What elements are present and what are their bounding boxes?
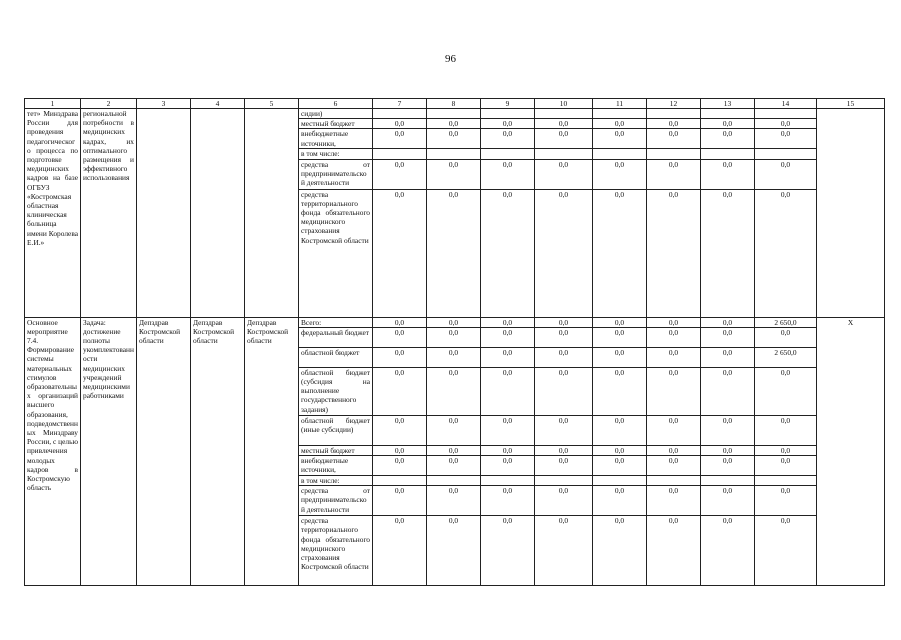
value-cell: 0,0 <box>373 445 427 455</box>
value-cell <box>373 476 427 486</box>
column-header: 10 <box>535 99 593 109</box>
value-cell <box>755 109 817 119</box>
value-cell: 0,0 <box>373 159 427 189</box>
value-cell: 0,0 <box>373 119 427 129</box>
funding-source-label: внебюджетные источники, <box>299 456 373 476</box>
value-cell <box>647 109 701 119</box>
value-cell: 0,0 <box>481 415 535 445</box>
value-cell: 0,0 <box>593 347 647 367</box>
funding-source-label: областной бюджет (субсидия на выполнение государственного задания) <box>299 367 373 415</box>
value-cell <box>593 149 647 159</box>
funding-source-label: сидии) <box>299 109 373 119</box>
value-cell: 0,0 <box>593 317 647 327</box>
funding-source-label: областной бюджет <box>299 347 373 367</box>
executor-cell: Депздрав Костромской области <box>245 317 299 586</box>
value-cell: 0,0 <box>647 129 701 149</box>
value-cell: 0,0 <box>427 486 481 516</box>
value-cell: 0,0 <box>647 516 701 586</box>
value-cell: 0,0 <box>535 486 593 516</box>
value-cell: 0,0 <box>427 119 481 129</box>
column-header: 7 <box>373 99 427 109</box>
value-cell: 0,0 <box>755 159 817 189</box>
value-cell: 0,0 <box>535 456 593 476</box>
value-cell: 0,0 <box>647 317 701 327</box>
value-cell: 0,0 <box>373 347 427 367</box>
value-cell: 0,0 <box>701 347 755 367</box>
value-cell: 0,0 <box>481 347 535 367</box>
value-cell: 0,0 <box>593 189 647 317</box>
activity-name-cell: Основное мероприятие 7.4. Формирование системы материальных стимулов образовательных организаций высшего образования, подведомственных Минздраву России, с целью привлечения молодых кадров в Костромскую область <box>25 317 81 586</box>
value-cell: 0,0 <box>755 129 817 149</box>
value-cell: 0,0 <box>481 317 535 327</box>
value-cell: 0,0 <box>535 317 593 327</box>
task-cell: Задача: достижение полноты укомплектованности медицинских учреждений медицинскими работниками <box>81 317 137 586</box>
value-cell: 0,0 <box>481 159 535 189</box>
value-cell: 0,0 <box>481 367 535 415</box>
funding-source-label: средства от предпринимательской деятельности <box>299 486 373 516</box>
value-cell <box>755 476 817 486</box>
value-cell: 0,0 <box>373 516 427 586</box>
value-cell: 0,0 <box>593 415 647 445</box>
value-cell: 0,0 <box>535 327 593 347</box>
block-main-activity-7-4 <box>25 317 885 586</box>
value-cell: 0,0 <box>535 347 593 367</box>
value-cell: 0,0 <box>755 456 817 476</box>
value-cell: 0,0 <box>373 456 427 476</box>
value-cell: 0,0 <box>427 327 481 347</box>
value-cell <box>535 476 593 486</box>
executor-cell: Депздрав Костромской области <box>191 317 245 586</box>
activity-name-cell: тет» Минздрава России для проведения педагогического процесса по подготовке медицинских кадров на базе ОГБУЗ «Костромская областная клиническая больница имени Королева Е.И.» <box>25 109 81 318</box>
column-header: 9 <box>481 99 535 109</box>
executor-cell <box>245 109 299 318</box>
column-header: 3 <box>137 99 191 109</box>
funding-source-label: федеральный бюджет <box>299 327 373 347</box>
value-cell: 0,0 <box>755 189 817 317</box>
value-cell: 0,0 <box>535 189 593 317</box>
value-cell <box>701 109 755 119</box>
value-cell: 0,0 <box>647 327 701 347</box>
value-cell: 0,0 <box>701 119 755 129</box>
column-header: 15 <box>817 99 885 109</box>
value-cell <box>701 476 755 486</box>
funding-source-label: местный бюджет <box>299 119 373 129</box>
value-cell: 0,0 <box>755 516 817 586</box>
value-cell <box>481 149 535 159</box>
value-cell <box>481 476 535 486</box>
value-cell: 0,0 <box>593 445 647 455</box>
value-cell: 0,0 <box>647 415 701 445</box>
value-cell: 0,0 <box>481 129 535 149</box>
value-cell: 0,0 <box>373 415 427 445</box>
value-cell: 0,0 <box>647 486 701 516</box>
value-cell: 0,0 <box>535 516 593 586</box>
value-cell: 0,0 <box>755 486 817 516</box>
value-cell: 0,0 <box>535 445 593 455</box>
funding-source-label: в том числе: <box>299 476 373 486</box>
funding-source-label: средства территориального фонда обязательного медицинского страхования Костромской области <box>299 516 373 586</box>
value-cell: 0,0 <box>427 347 481 367</box>
value-cell <box>535 109 593 119</box>
funding-source-label: Всего: <box>299 317 373 327</box>
value-cell: 0,0 <box>535 119 593 129</box>
value-cell: 0,0 <box>481 445 535 455</box>
result-cell: Х <box>817 317 885 586</box>
value-cell: 0,0 <box>701 516 755 586</box>
value-cell: 0,0 <box>373 486 427 516</box>
value-cell <box>427 149 481 159</box>
value-cell: 0,0 <box>701 486 755 516</box>
value-cell: 0,0 <box>481 189 535 317</box>
value-cell: 0,0 <box>427 367 481 415</box>
value-cell: 0,0 <box>481 119 535 129</box>
value-cell: 0,0 <box>701 129 755 149</box>
value-cell <box>427 109 481 119</box>
value-cell: 0,0 <box>701 317 755 327</box>
executor-cell: Депздрав Костромской области <box>137 317 191 586</box>
column-header: 1 <box>25 99 81 109</box>
value-cell <box>535 149 593 159</box>
column-header: 11 <box>593 99 647 109</box>
value-cell: 0,0 <box>481 516 535 586</box>
value-cell: 0,0 <box>481 456 535 476</box>
table-row <box>25 317 885 327</box>
value-cell: 0,0 <box>755 415 817 445</box>
value-cell: 0,0 <box>593 516 647 586</box>
executor-cell <box>191 109 245 318</box>
budget-table <box>24 98 885 586</box>
value-cell: 0,0 <box>701 445 755 455</box>
funding-source-label: в том числе: <box>299 149 373 159</box>
value-cell: 0,0 <box>535 159 593 189</box>
value-cell: 0,0 <box>593 129 647 149</box>
value-cell <box>647 149 701 159</box>
value-cell: 0,0 <box>755 327 817 347</box>
value-cell: 0,0 <box>373 367 427 415</box>
column-header: 5 <box>245 99 299 109</box>
value-cell: 0,0 <box>647 189 701 317</box>
value-cell: 0,0 <box>481 486 535 516</box>
value-cell: 0,0 <box>701 327 755 347</box>
executor-cell <box>137 109 191 318</box>
value-cell: 0,0 <box>535 415 593 445</box>
value-cell <box>373 149 427 159</box>
value-cell: 0,0 <box>593 486 647 516</box>
value-cell: 0,0 <box>701 189 755 317</box>
result-cell <box>817 109 885 318</box>
value-cell <box>593 476 647 486</box>
value-cell: 0,0 <box>647 347 701 367</box>
page-number: 96 <box>445 53 456 65</box>
funding-source-label: средства от предпринимательской деятельности <box>299 159 373 189</box>
value-cell: 0,0 <box>593 119 647 129</box>
column-header: 13 <box>701 99 755 109</box>
value-cell <box>593 109 647 119</box>
value-cell <box>427 476 481 486</box>
value-cell: 0,0 <box>755 445 817 455</box>
funding-source-label: внебюджетные источники, <box>299 129 373 149</box>
column-header: 4 <box>191 99 245 109</box>
value-cell: 0,0 <box>427 516 481 586</box>
value-cell <box>373 109 427 119</box>
value-cell <box>647 476 701 486</box>
column-header: 2 <box>81 99 137 109</box>
value-cell: 0,0 <box>373 129 427 149</box>
value-cell: 0,0 <box>701 415 755 445</box>
value-cell: 0,0 <box>427 159 481 189</box>
funding-source-label: местный бюджет <box>299 445 373 455</box>
value-cell: 0,0 <box>373 317 427 327</box>
funding-source-label: областной бюджет (иные субсидии) <box>299 415 373 445</box>
value-cell: 0,0 <box>427 317 481 327</box>
task-cell: региональной потребности в медицинских кадрах, их оптимального размещения и эффективного использования <box>81 109 137 318</box>
value-cell: 0,0 <box>647 367 701 415</box>
value-cell: 0,0 <box>427 415 481 445</box>
value-cell: 0,0 <box>481 327 535 347</box>
value-cell: 0,0 <box>427 129 481 149</box>
value-cell: 0,0 <box>647 159 701 189</box>
column-header: 14 <box>755 99 817 109</box>
table-row <box>25 109 885 119</box>
column-header: 8 <box>427 99 481 109</box>
column-header: 6 <box>299 99 373 109</box>
value-cell: 0,0 <box>593 159 647 189</box>
value-cell: 0,0 <box>755 367 817 415</box>
value-cell: 0,0 <box>535 367 593 415</box>
value-cell: 0,0 <box>647 445 701 455</box>
value-cell: 0,0 <box>427 189 481 317</box>
value-cell: 0,0 <box>647 456 701 476</box>
value-cell <box>755 149 817 159</box>
column-number-row <box>25 99 885 109</box>
value-cell: 0,0 <box>593 456 647 476</box>
value-cell: 0,0 <box>701 367 755 415</box>
value-cell: 0,0 <box>593 367 647 415</box>
value-cell: 0,0 <box>373 189 427 317</box>
value-cell: 0,0 <box>647 119 701 129</box>
value-cell: 0,0 <box>593 327 647 347</box>
value-cell: 0,0 <box>373 327 427 347</box>
block-continued-activity <box>25 109 885 318</box>
value-cell: 0,0 <box>535 129 593 149</box>
funding-source-label: средства территориального фонда обязательного медицинского страхования Костромской области <box>299 189 373 317</box>
column-header: 12 <box>647 99 701 109</box>
value-cell <box>701 149 755 159</box>
value-cell: 0,0 <box>701 456 755 476</box>
value-cell: 0,0 <box>427 445 481 455</box>
value-cell: 0,0 <box>427 456 481 476</box>
value-cell <box>481 109 535 119</box>
value-cell: 2 650,0 <box>755 317 817 327</box>
value-cell: 2 650,0 <box>755 347 817 367</box>
value-cell: 0,0 <box>755 119 817 129</box>
value-cell: 0,0 <box>701 159 755 189</box>
